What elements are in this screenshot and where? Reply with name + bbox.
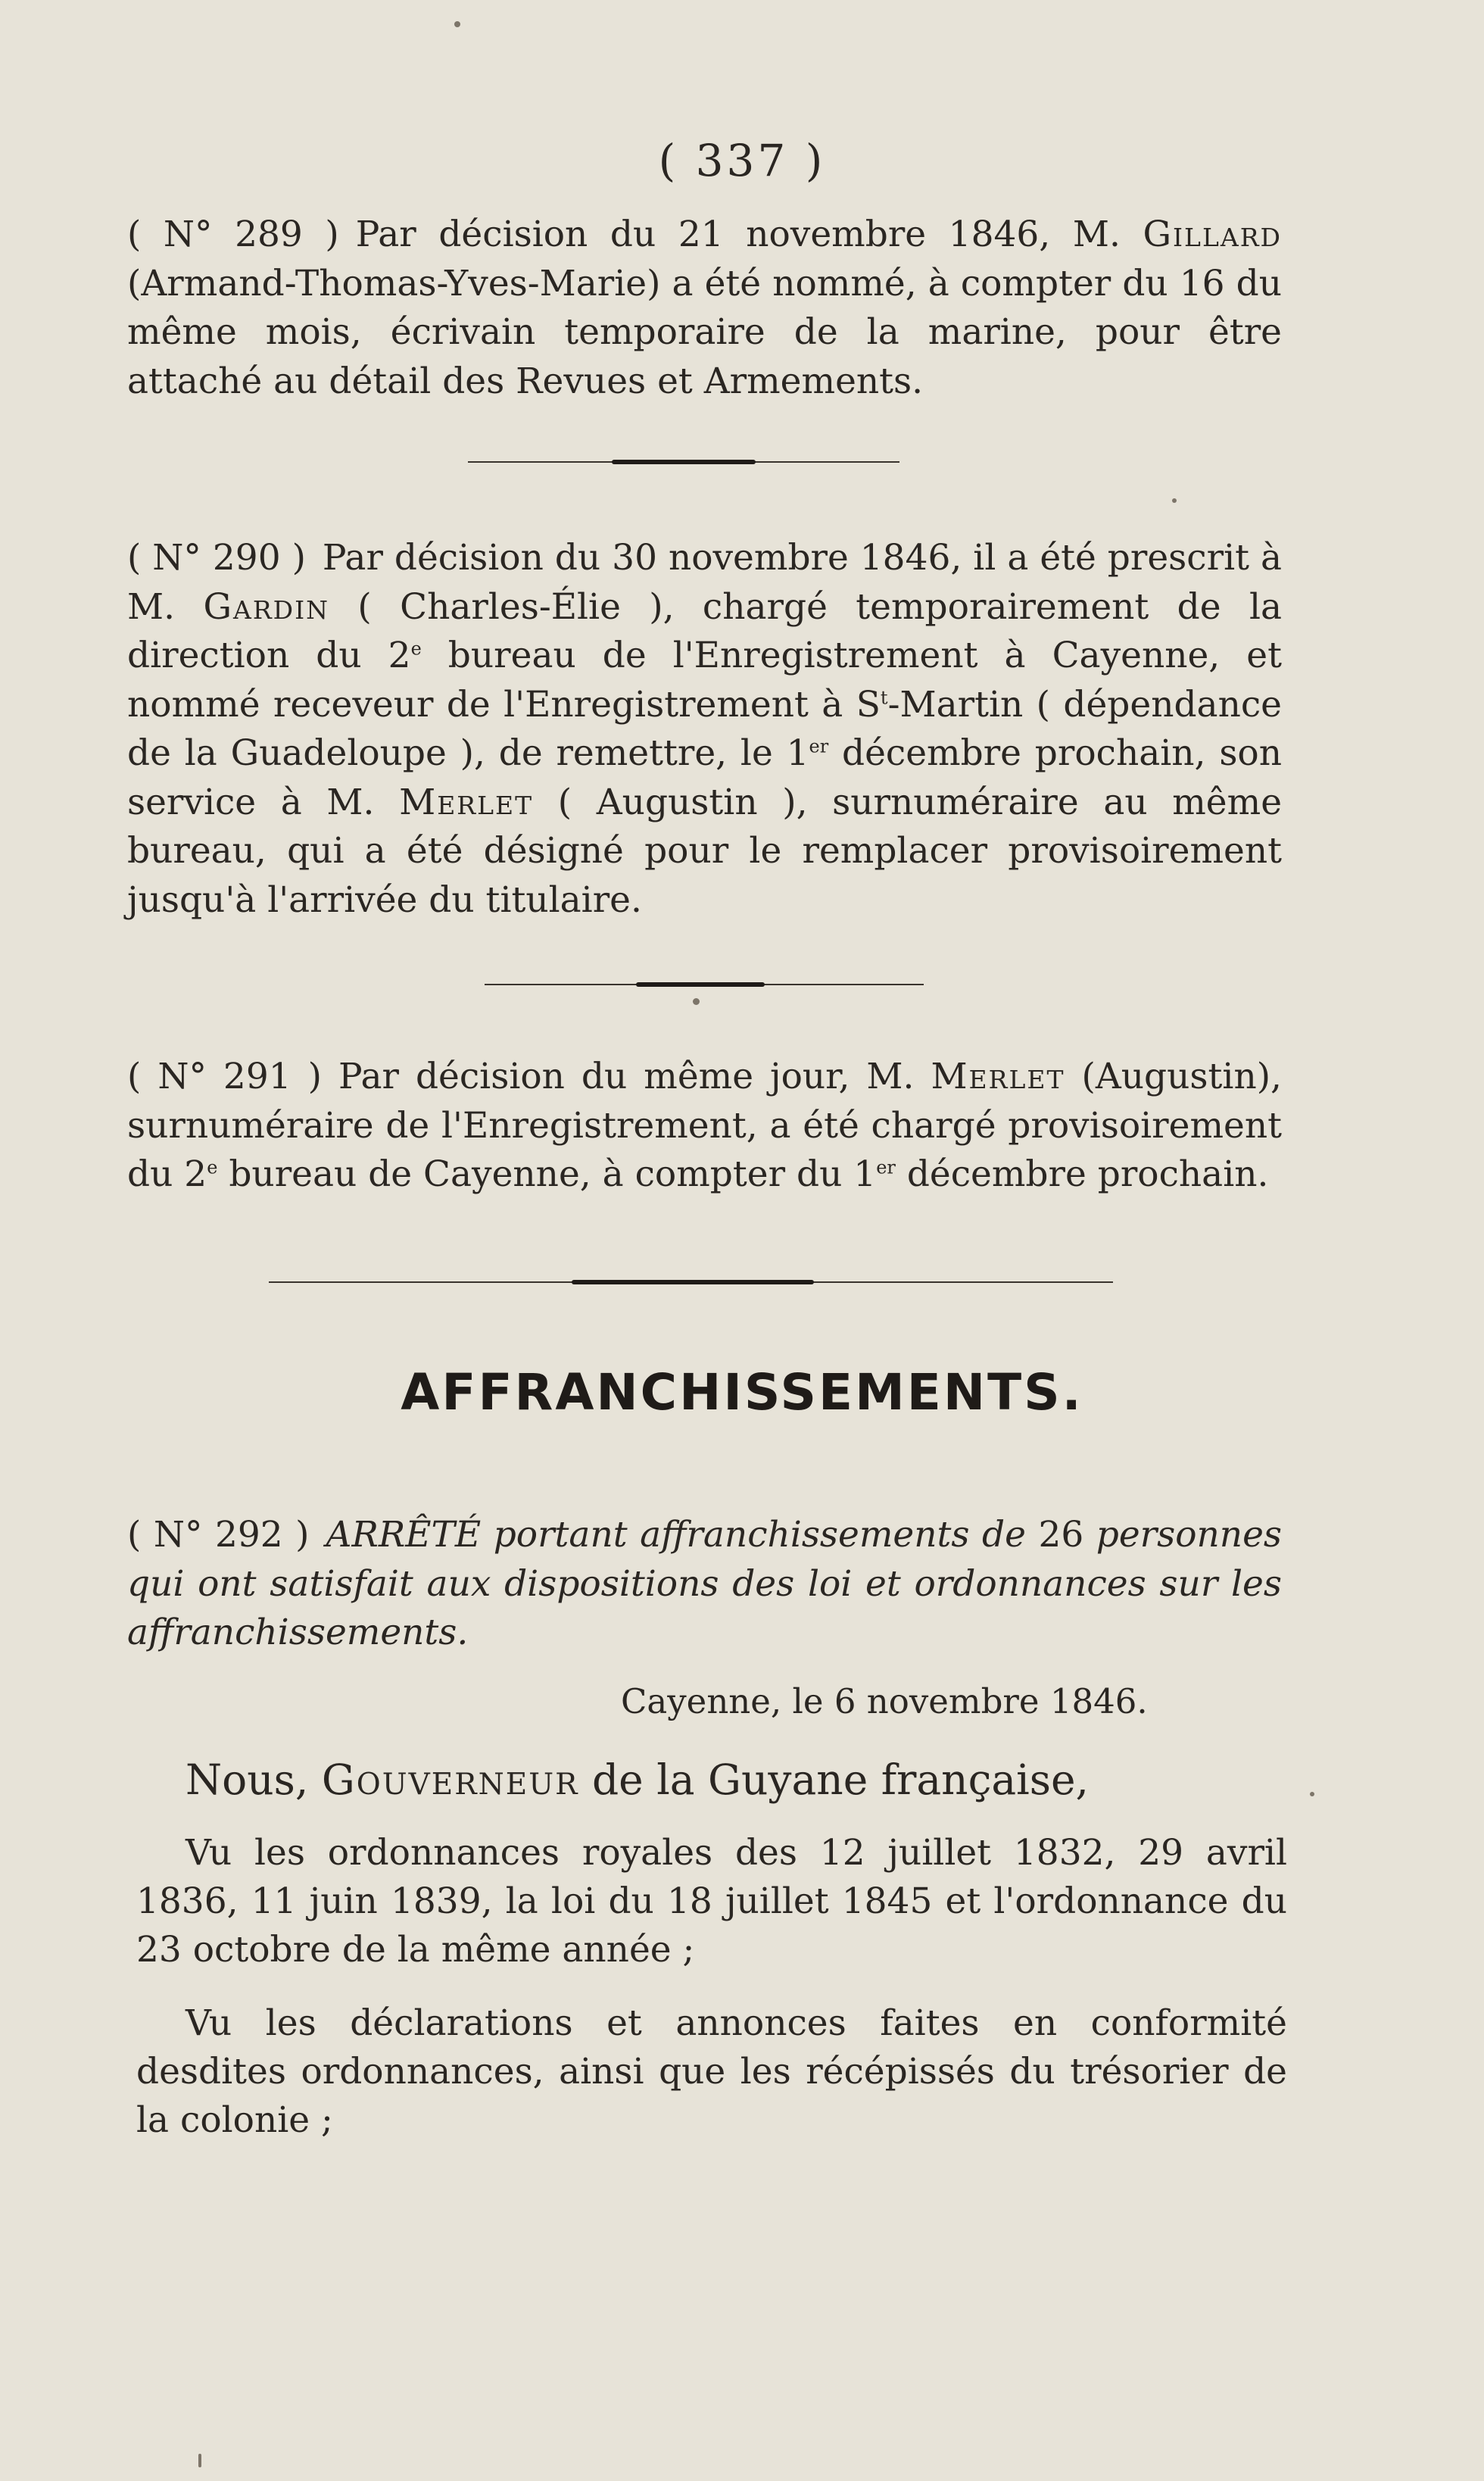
divider (485, 982, 924, 987)
person-name: Gardin (203, 585, 330, 628)
entry-number: ( N° 289 ) (127, 214, 339, 255)
entry-text: Par décision du 21 novembre 1846, M. (355, 214, 1143, 255)
place-date: Cayenne, le 6 novembre 1846. (621, 1681, 1148, 1721)
arrete-title: personnes qui ont satisfait aux dispositions des loi et ordonnances sur les affranchissements. (127, 1514, 1283, 1653)
governor-title: Gouverneur (321, 1755, 579, 1804)
entry-text: (Augustin), surnuméraire de l'Enregistrement, a été chargé provisoirement du 2 (127, 1056, 1282, 1195)
divider (269, 1280, 1113, 1284)
page-number: ( 337 ) (658, 135, 826, 186)
entry-text: ( Charles-Élie ), chargé temporairement de la direction du 2 (127, 585, 1282, 676)
entry-text: décembre prochain, son service à M. (127, 732, 1283, 823)
paper-speck (1172, 498, 1177, 503)
entry-text: Par décision du même jour, M. (338, 1056, 931, 1097)
governor-line (186, 1755, 1089, 1804)
superscript: er (876, 1156, 896, 1178)
considerant-1: Vu les ordonnances royales des 12 juillet 1832, 29 avril 1836, 11 juin 1839, la loi du 18 juillet 1845 et l'ordonnance du 23 octobre de la même année ; (136, 1832, 1287, 1971)
section-title: AFFRANCHISSEMENTS. (401, 1363, 1083, 1422)
entry-number: ( N° 290 ) (127, 537, 306, 579)
governor-text: de la Guyane française, (578, 1755, 1090, 1804)
person-name: Gillard (1143, 214, 1283, 255)
superscript: t (880, 686, 888, 708)
entry-text: bureau de l'Enregistrement à Cayenne, et nommé receveur de l'Enregistrement à S (127, 635, 1282, 726)
nous-word: Nous, (186, 1755, 322, 1804)
entry-292 (127, 1511, 1282, 1658)
entry-text: décembre prochain. (895, 1153, 1269, 1195)
paper-speck (693, 998, 700, 1005)
entry-number: ( N° 292 ) (127, 1514, 310, 1556)
person-name: Merlet (931, 1056, 1065, 1097)
superscript: e (207, 1156, 218, 1178)
entry-text: ( Augustin ), surnuméraire au même bureau, qui a été désigné pour le remplacer provisoirement jusqu'à l'arrivée du titulaire. (127, 781, 1283, 921)
paper-speck (454, 21, 460, 27)
person-name: Merlet (399, 781, 534, 823)
paper-speck (198, 2454, 201, 2467)
entry-text: Par décision du 30 novembre 1846, il a été prescrit à M. (127, 537, 1282, 628)
arrete-title: ARRÊTÉ portant affranchissements de (326, 1514, 1039, 1556)
paper-speck (1310, 1792, 1314, 1796)
divider (468, 460, 899, 464)
entry-text: (Armand-Thomas-Yves-Marie) a été nommé, à compter du 16 du même mois, écrivain temporaire de la marine, pour être attaché au détail des Revues et Armements. (127, 262, 1282, 402)
arrete-count: 26 (1038, 1514, 1084, 1556)
entry-289 (127, 211, 1282, 406)
considerant-2: Vu les déclarations et annonces faites en conformité desdites ordonnances, ainsi que les récépissés du trésorier de la colonie ; (136, 2002, 1287, 2141)
entry-text: -Martin ( dépendance de la Guadeloupe ), de remettre, le 1 (127, 683, 1282, 774)
superscript: e (410, 638, 422, 660)
entry-290 (127, 534, 1282, 925)
superscript: er (809, 735, 829, 757)
entry-text: bureau de Cayenne, à compter du 1 (217, 1153, 877, 1195)
entry-number: ( N° 291 ) (127, 1056, 322, 1097)
entry-291 (127, 1053, 1282, 1200)
